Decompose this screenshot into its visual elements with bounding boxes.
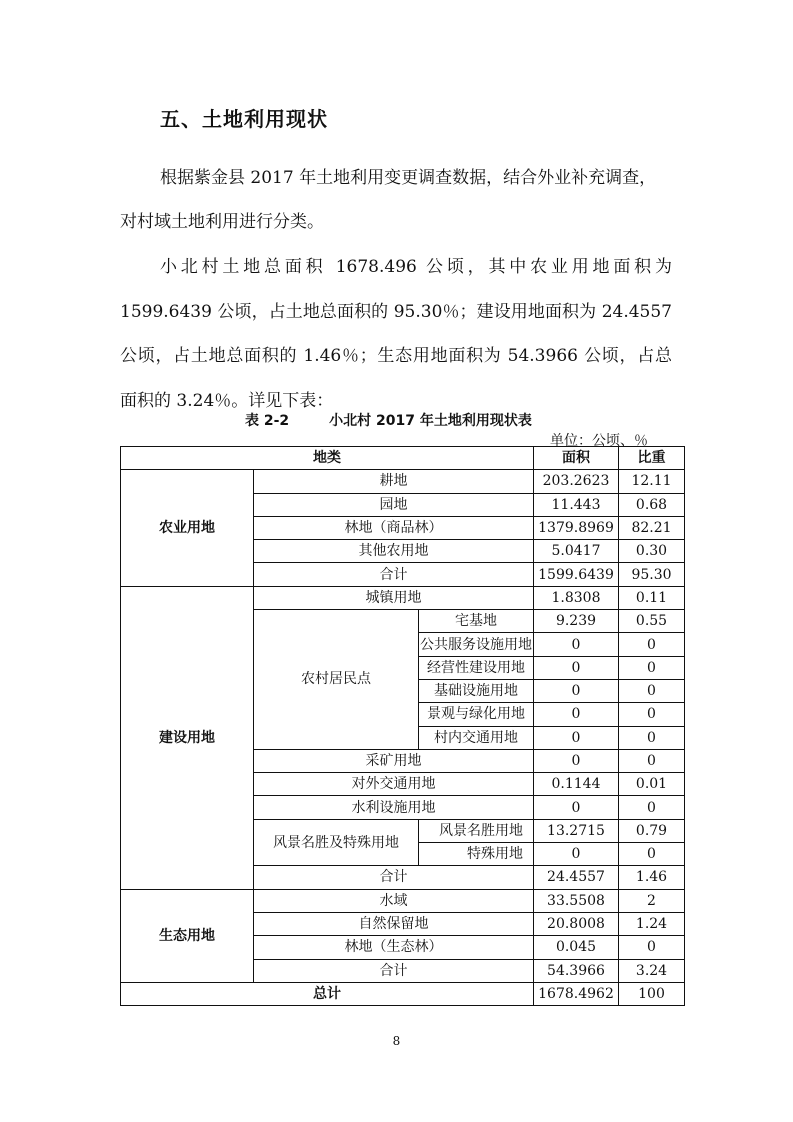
subgroup-rural: 农村居民点 [254, 610, 419, 750]
unit-label: 单位：公顷、％ [550, 433, 648, 449]
paragraph-2-line-4: 面积的 3.24％。详见下表： [120, 391, 334, 411]
row-ratio: 0 [619, 679, 685, 702]
row-area: 5.0417 [534, 540, 619, 563]
row-area: 0 [534, 679, 619, 702]
row-ratio: 0.79 [619, 819, 685, 842]
row-area: 0.045 [534, 936, 619, 959]
row-ratio: 0.01 [619, 773, 685, 796]
row-name: 对外交通用地 [254, 773, 534, 796]
row-ratio: 0.11 [619, 586, 685, 609]
row-area: 1.8308 [534, 586, 619, 609]
row-name: 合计 [254, 959, 534, 982]
row-area: 0 [534, 633, 619, 656]
row-ratio: 0 [619, 796, 685, 819]
grand-total-label: 总计 [121, 982, 534, 1005]
table-header-row [121, 447, 685, 470]
row-name: 耕地 [254, 470, 534, 493]
header-land-type: 地类 [121, 447, 534, 470]
row-name: 采矿用地 [254, 749, 534, 772]
grand-total-ratio: 100 [619, 982, 685, 1005]
row-name: 合计 [254, 563, 534, 586]
table-caption [245, 410, 532, 430]
row-name: 特殊用地 [419, 843, 534, 866]
row-area: 0 [534, 656, 619, 679]
row-name: 宅基地 [419, 610, 534, 633]
row-ratio: 12.11 [619, 470, 685, 493]
row-ratio: 0.55 [619, 610, 685, 633]
group-construction: 建设用地 [121, 586, 254, 889]
row-name: 景观与绿化用地 [419, 703, 534, 726]
row-ratio: 0 [619, 843, 685, 866]
paragraph-1-line-2: 对村域土地利用进行分类。 [120, 212, 324, 232]
row-name: 基础设施用地 [419, 679, 534, 702]
row-area: 24.4557 [534, 866, 619, 889]
row-area: 0 [534, 703, 619, 726]
row-area: 0 [534, 749, 619, 772]
grand-total-area: 1678.4962 [534, 982, 619, 1005]
table-row [121, 889, 685, 912]
row-ratio: 0 [619, 726, 685, 749]
row-name: 城镇用地 [254, 586, 534, 609]
row-ratio: 0.68 [619, 493, 685, 516]
row-name: 合计 [254, 866, 534, 889]
row-ratio: 95.30 [619, 563, 685, 586]
section-heading: 五、土地利用现状 [160, 107, 328, 131]
table-row [121, 470, 685, 493]
row-area: 0 [534, 843, 619, 866]
row-area: 20.8008 [534, 912, 619, 935]
row-name: 园地 [254, 493, 534, 516]
land-use-table [120, 446, 685, 1006]
row-area: 203.2623 [534, 470, 619, 493]
row-name: 水域 [254, 889, 534, 912]
row-area: 9.239 [534, 610, 619, 633]
row-area: 0 [534, 796, 619, 819]
row-ratio: 1.46 [619, 866, 685, 889]
row-name: 风景名胜用地 [419, 819, 534, 842]
row-ratio: 82.21 [619, 516, 685, 539]
header-area: 面积 [534, 447, 619, 470]
paragraph-2-line-3: 公顷，占土地总面积的 1.46％；生态用地面积为 54.3966 公顷，占总 [120, 346, 672, 366]
row-name: 村内交通用地 [419, 726, 534, 749]
grand-total-row [121, 982, 685, 1005]
row-ratio: 0 [619, 633, 685, 656]
row-area: 33.5508 [534, 889, 619, 912]
row-name: 水利设施用地 [254, 796, 534, 819]
group-agri: 农业用地 [121, 470, 254, 586]
paragraph-2-line-1: 小北村土地总面积 1678.496 公顷，其中农业用地面积为 [160, 257, 672, 277]
paragraph-2-line-2: 1599.6439 公顷，占土地总面积的 95.30％；建设用地面积为 24.4557 [120, 302, 672, 322]
subgroup-scenic: 风景名胜及特殊用地 [254, 819, 419, 866]
row-name: 经营性建设用地 [419, 656, 534, 679]
paragraph-1-line-1: 根据紫金县 2017 年土地利用变更调查数据，结合外业补充调查， [160, 168, 657, 188]
table-row [121, 586, 685, 609]
page-number: 8 [392, 1034, 401, 1048]
row-area: 11.443 [534, 493, 619, 516]
row-name: 自然保留地 [254, 912, 534, 935]
row-name: 其他农用地 [254, 540, 534, 563]
header-ratio: 比重 [619, 447, 685, 470]
row-ratio: 0 [619, 656, 685, 679]
row-ratio: 0 [619, 936, 685, 959]
table-title: 小北村 2017 年土地利用现状表 [329, 413, 532, 429]
row-area: 54.3966 [534, 959, 619, 982]
row-ratio: 0.30 [619, 540, 685, 563]
row-ratio: 0 [619, 703, 685, 726]
row-name: 林地（生态林） [254, 936, 534, 959]
row-area: 1599.6439 [534, 563, 619, 586]
row-ratio: 2 [619, 889, 685, 912]
row-ratio: 0 [619, 749, 685, 772]
group-eco: 生态用地 [121, 889, 254, 982]
table-number: 表 2-2 [245, 413, 290, 429]
row-area: 13.2715 [534, 819, 619, 842]
row-area: 0 [534, 726, 619, 749]
row-area: 1379.8969 [534, 516, 619, 539]
row-name: 公共服务设施用地 [419, 633, 534, 656]
row-ratio: 1.24 [619, 912, 685, 935]
row-name: 林地（商品林） [254, 516, 534, 539]
row-area: 0.1144 [534, 773, 619, 796]
row-ratio: 3.24 [619, 959, 685, 982]
